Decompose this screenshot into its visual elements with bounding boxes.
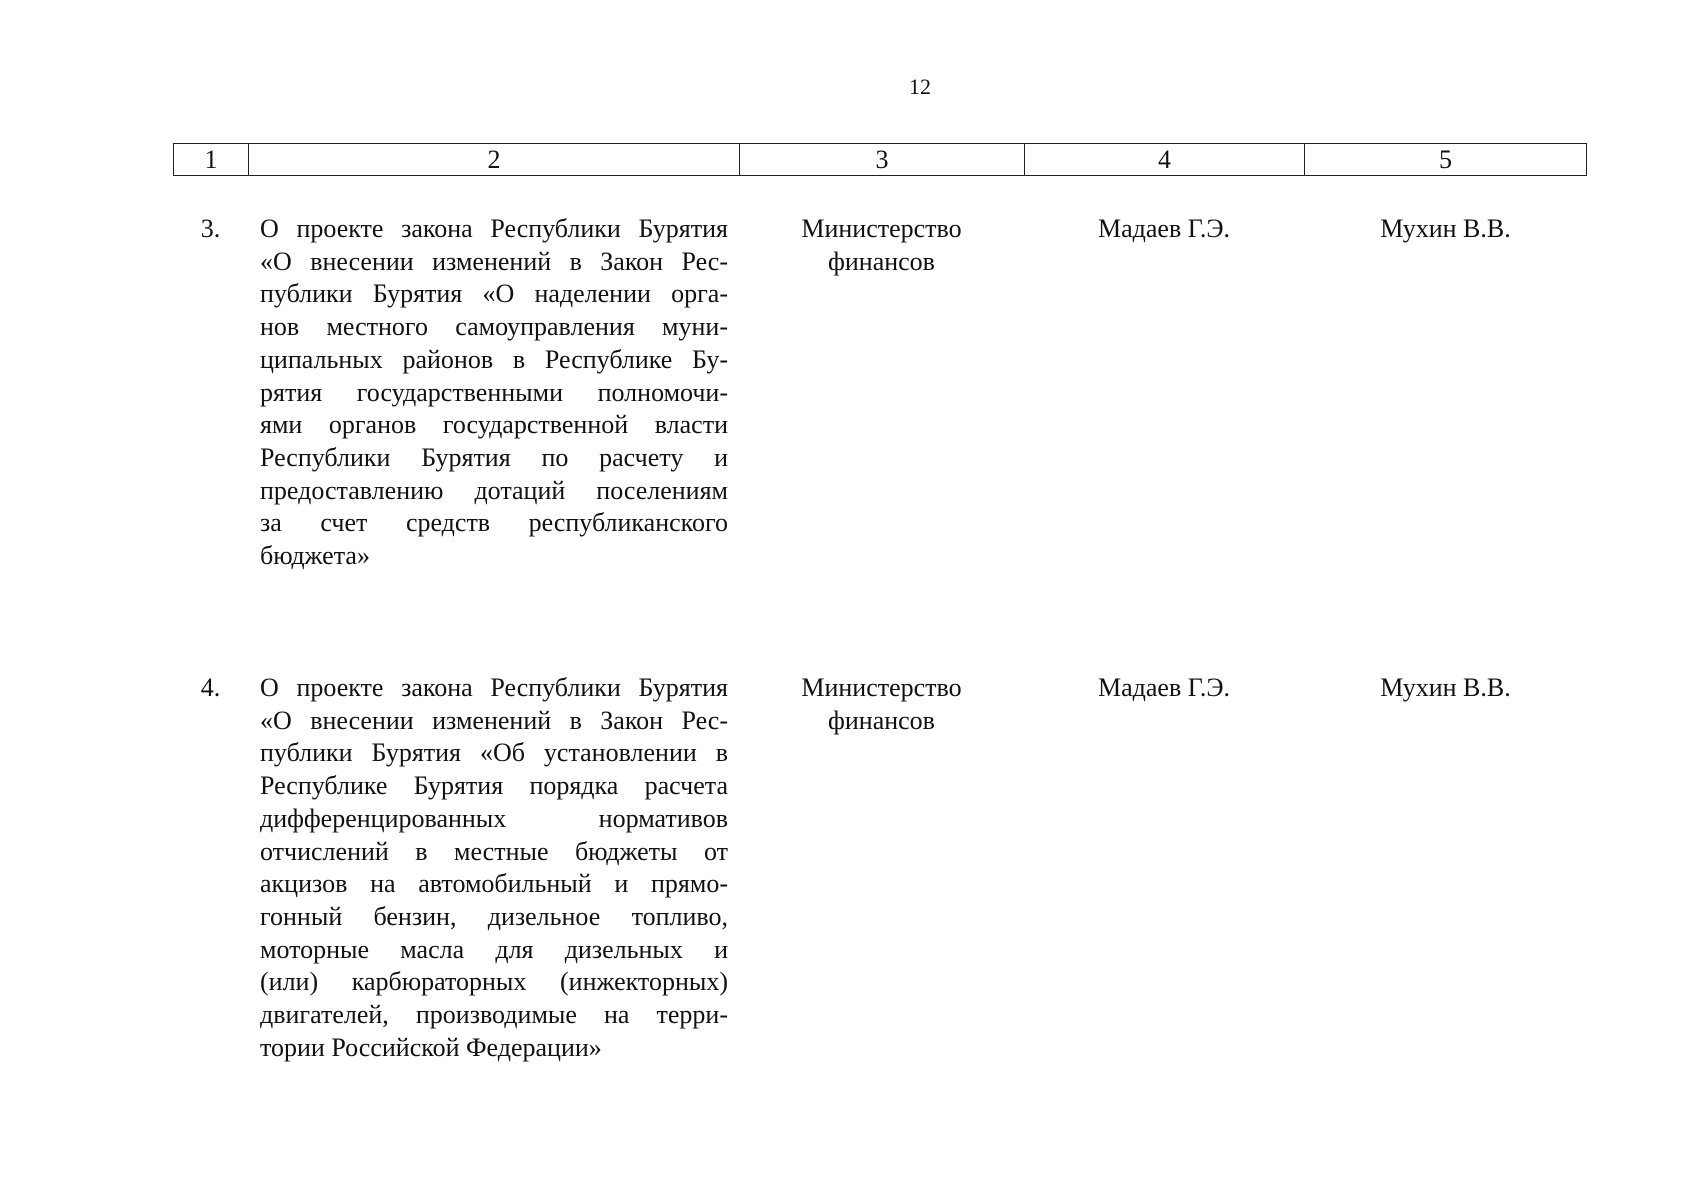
description-line: О проекте закона Республики Бурятия [260, 214, 728, 243]
description-line: дифференцированных нормативов [260, 803, 728, 833]
description-line: Республики Бурятия по расчету и [260, 442, 728, 472]
row-responsible: Мадаев Г.Э. [1097, 673, 1230, 702]
description-line: О проекте закона Республики Бурятия [260, 673, 728, 702]
description-line: нов местного самоуправления муни- [260, 312, 728, 342]
row-organization [739, 213, 1024, 278]
description-line: моторные масла для дизельных и [260, 934, 728, 964]
row-organization [739, 672, 1024, 737]
row-curator: Мухин В.В. [1380, 214, 1511, 243]
description-line: акцизов на автомобильный и прямо- [260, 869, 728, 899]
header-cell-2: 2 [249, 144, 740, 175]
description-line: двигателей, производимые на терри- [260, 1000, 728, 1030]
row-description [260, 213, 728, 573]
row-number: 4. [200, 673, 221, 702]
description-line: ями органов государственной власти [260, 410, 728, 440]
description-line: отчислений в местные бюджеты от [260, 836, 728, 866]
description-line: Республике Бурятия порядка расчета [260, 771, 728, 801]
organization-line: Министерство [801, 673, 962, 702]
description-line: «О внесении изменений в Закон Рес- [260, 246, 728, 276]
description-line: за счет средств республиканского [260, 508, 728, 538]
header-cell-3: 3 [740, 144, 1025, 175]
description-line: рятия государственными полномочи- [260, 377, 728, 407]
row-description [260, 672, 728, 1064]
header-cell-1: 1 [174, 144, 249, 175]
column-number-header [173, 143, 1587, 176]
description-line: ципальных районов в Республике Бу- [260, 344, 728, 374]
organization-line: финансов [828, 705, 935, 735]
description-line: публики Бурятия «О наделении орга- [260, 279, 728, 309]
description-line: (или) карбюраторных (инжекторных) [260, 967, 728, 997]
description-line: тории Российской Федерации» [260, 1032, 602, 1062]
header-cell-4: 4 [1025, 144, 1305, 175]
organization-line: финансов [828, 246, 935, 276]
row-number: 3. [200, 214, 221, 243]
header-cell-5: 5 [1439, 145, 1452, 174]
description-line: публики Бурятия «Об установлении в [260, 738, 728, 768]
row-responsible: Мадаев Г.Э. [1097, 214, 1230, 243]
organization-line: Министерство [801, 214, 962, 243]
description-line: бюджета» [260, 541, 370, 571]
description-line: предоставлению дотаций поселениям [260, 475, 728, 505]
description-line: «О внесении изменений в Закон Рес- [260, 705, 728, 735]
page-number: 12 [909, 74, 931, 99]
description-line: гонный бензин, дизельное топливо, [260, 901, 728, 931]
row-curator: Мухин В.В. [1380, 673, 1511, 702]
